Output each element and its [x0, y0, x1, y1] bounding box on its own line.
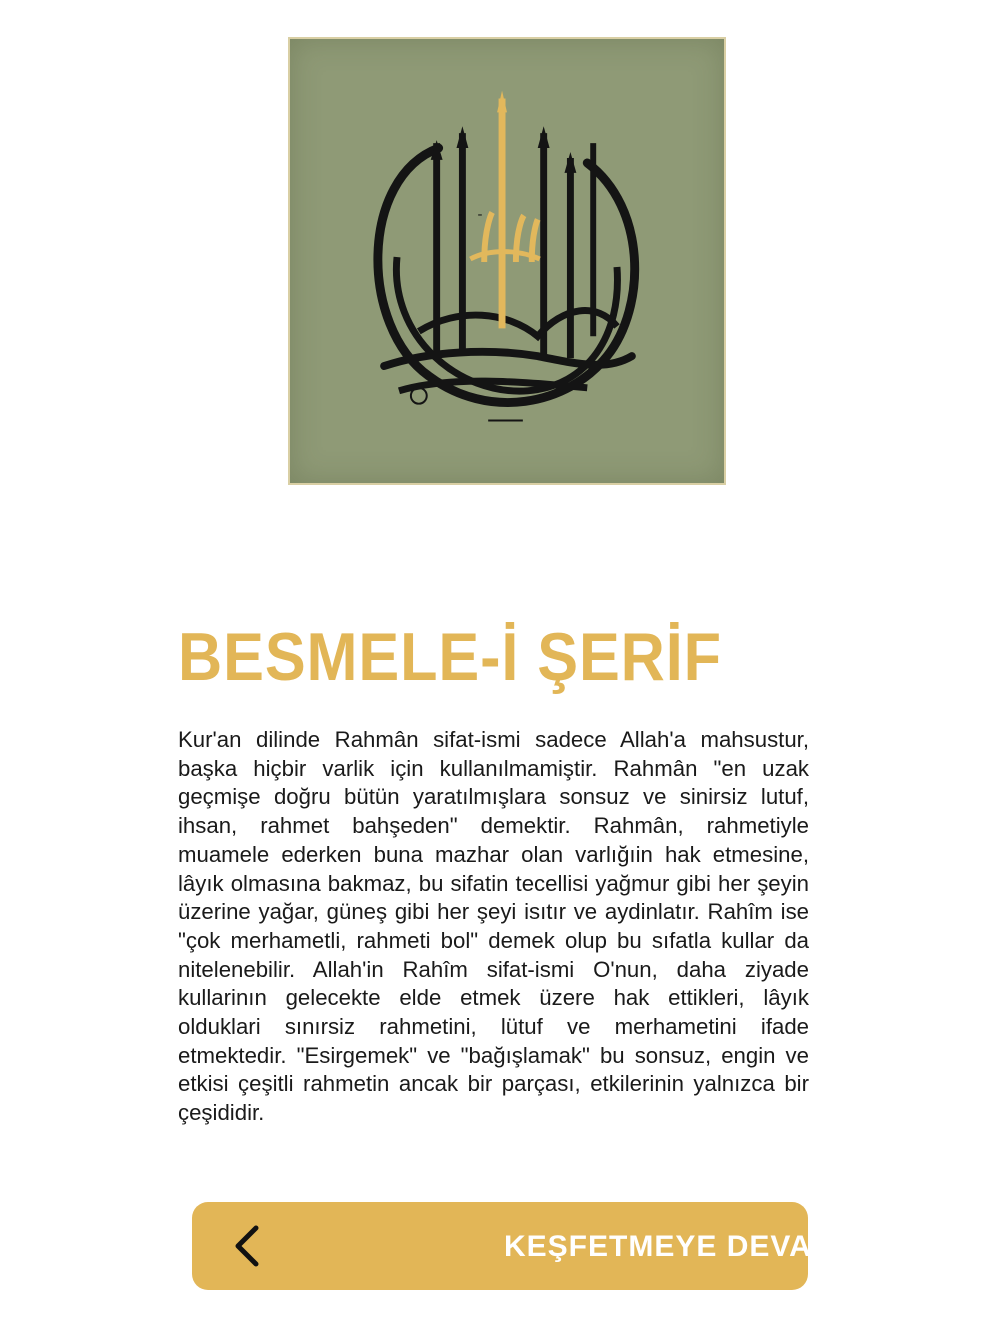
chevron-left-icon [226, 1222, 274, 1270]
article-body: Kur'an dilinde Rahmân sifat-ismi sadece Allah'a mahsustur, başka hiçbir varlik için kullanılmamiştir. Rahmân "en uzak geçmişe doğru bütün yaratılmışlara sonsuz ve sinirsiz lutuf, ihsan, rahmet bahşeden" demektir. Rahmân, rahmetiyle muamele ederken buna mazhar olan varlığıin hak etmesine, lâyık olmasına bakmaz, bu sifatin tecellisi yağmur gibi her şeyin üzerine yağar, güneş gibi her şeyi isıtır ve aydinlatır. Rahîm ise "çok merhametli, rahmeti bol" demek olup bu sıfatla kullar da nitelenebilir. Allah'in Rahîm sifat-ismi O'nun, daha ziyade kullarinın gelecekte elde etmek üzere hak ettikleri, lâyık olduklari sınırsiz rahmetini, lütuf ve merhametini ifade etmektedir. "Esirgemek" ve "bağışlamak" bu sonsuz, engin ve etkisi çeşitli rahmetin ancak bir parçası, etkilerinin yalnızca bir çeşididir. [178, 727, 809, 1126]
page-title: BESMELE-İ ŞERİF [178, 619, 722, 695]
svg-text:ـ: ـ [478, 204, 482, 219]
calligraphy-image [290, 39, 724, 483]
calligraphy-artwork [288, 37, 726, 485]
continue-exploring-button[interactable] [192, 1202, 888, 1290]
continue-exploring-label: KEŞFETMEYE DEVAM ET [504, 1230, 888, 1263]
